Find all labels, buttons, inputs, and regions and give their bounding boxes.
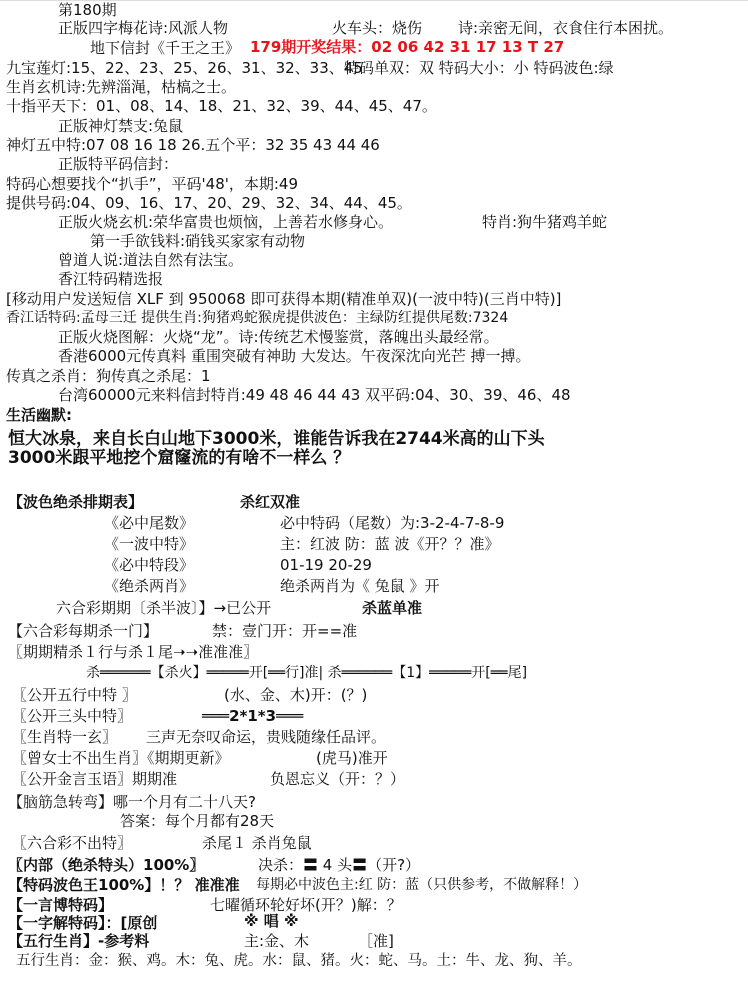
nine-lotus-lamp: 九宝莲灯:15、22、23、25、26、31、32、33、45: [6, 59, 363, 77]
lamp-five: 神灯五中特:07 08 16 18 26.五个平：32 35 43 44 46: [6, 136, 380, 154]
taiwan-envelope: 台湾60000元来料信封特肖:49 48 46 44 43 双平码:04、30、39、46、48: [58, 386, 571, 404]
five-zodiac-label: 【五行生肖】-参考料: [8, 932, 150, 950]
issue-number: 第180期: [58, 1, 117, 19]
flat-code-envelope: 正版特平码信封：: [58, 155, 179, 173]
humor-line-2: 3000米跟平地挖个窟窿流的有啥不一样么 ？: [8, 448, 351, 468]
riddle-answer: 答案：每个月都有28天: [120, 812, 275, 830]
humor-title: 生活幽默:: [6, 406, 72, 424]
five-elements-value: (水、金、木)开：(？): [224, 686, 368, 704]
ms-zeng-value: (虎马)准开: [316, 749, 388, 767]
five-zodiac-accurate: ［准]: [358, 932, 394, 950]
ms-zeng-label: 〖曾女士不出生肖〗《期期更新》: [12, 749, 230, 767]
zodiac-mystery-label: 〖生肖特一玄〗: [12, 728, 118, 746]
wave-king-value: 每期必中波色主:红 防：蓝（只供参考，不做解释！）: [256, 877, 588, 893]
three-heads-label: 〖公开三头中特〗: [12, 707, 133, 725]
xiangjiang-words: 香江话特码:孟母三迁 提供生肖:狗猪鸡蛇猴虎提供波色：主绿防红提供尾数:7324: [6, 310, 509, 326]
one-wave-label: 《一波中特》: [104, 535, 195, 553]
kill-two-value: 绝杀两肖为《 兔鼠 》开: [280, 577, 440, 595]
ten-fingers: 十指平天下：01、08、14、18、21、32、39、44、45、47。: [6, 97, 437, 115]
five-elements-label: 〖公开五行中特 〗: [12, 686, 137, 704]
lamp-taboo: 正版神灯禁支:兔鼠: [58, 117, 184, 135]
poem-text: 诗:亲密无间，衣食住行本困扰。: [458, 19, 674, 37]
first-hand: 第一手欲钱料:硝钱买家家有动物: [90, 232, 306, 250]
must-section-value: 01-19 20-29: [280, 556, 372, 574]
five-zodiac-main: 主:金、木: [244, 932, 310, 950]
no-special-label: 〖六合彩不出特〗: [12, 834, 133, 852]
one-char-label: 【一字解特码】：[原创: [8, 914, 158, 932]
fax-kill: 传真之杀肖：狗传真之杀尾：1: [6, 367, 211, 385]
plum-poem-title: 正版四字梅花诗:风派人物: [58, 19, 229, 37]
golden-words-value: 负恩忘义（开：？）: [270, 770, 406, 788]
taoist-saying: 曾道人说:道法自然有法宝。: [58, 251, 244, 269]
one-char-value: ※ 唱 ※: [244, 912, 299, 930]
provided-numbers: 提供号码:04、09、16、17、20、29、32、34、44、45。: [6, 194, 412, 212]
zodiac-mystery-value: 三声无奈叹命运，贵贱随缘任品评。: [146, 728, 387, 746]
half-wave: 六合彩期期〔杀半波〕】→已公开: [56, 599, 272, 617]
draw-result: 179期开奖结果：02 06 42 31 17 13 T 27: [250, 38, 565, 56]
underground-envelope: 地下信封《千王之王》: [90, 39, 241, 57]
five-zodiac-list: 五行生肖：金：猴、鸡。木：兔、虎。水：鼠、猪。火：蛇、马。土：牛、龙、狗、羊。: [16, 953, 582, 969]
inner-kill-value: 决杀：〓 4 头〓（开?）: [258, 856, 421, 874]
kill-red: 杀红双准: [240, 493, 301, 511]
kill-row-tail: 〖期期精杀１行与杀１尾➝➝准准准〗: [8, 643, 259, 661]
special-zodiac: 特肖:狗牛猪鸡羊蛇: [482, 213, 608, 231]
hk-fax: 香港6000元传真料 重围突破有神助 大发达。午夜深沈向光芒 搏一搏。: [58, 347, 531, 365]
kill-one-door: 【六合彩每期杀一门】: [8, 622, 159, 640]
wave-king-label: 【特码波色王100%】！？ 准准准: [8, 876, 240, 894]
kill-one-door-value: 禁：壹门开：开==准: [212, 622, 358, 640]
humor-line-1: 恒大冰泉，来自长白山地下3000米，谁能告诉我在2744米高的山下头: [8, 429, 545, 449]
special-parity: 特码单双：双 特码大小：小 特码波色:绿: [344, 59, 614, 77]
must-tail-value: 必中特码（尾数）为:3-2-4-7-8-9: [280, 514, 505, 532]
fire-mystery: 正版火烧玄机:荣华富贵也烦恼，上善若水修身心。: [58, 213, 394, 231]
no-special-value: 杀尾１ 杀肖兔鼠: [202, 834, 312, 852]
kill-two-label: 《绝杀两肖》: [104, 577, 195, 595]
riddle-question: 【脑筋急转弯】哪一个月有二十八天?: [8, 793, 256, 811]
kill-fire-line: 杀══════【杀火】═════开[══行]准| 杀══════【1】═════开[══尾]: [86, 665, 528, 681]
one-word-label: 【一言博特码】: [8, 896, 114, 914]
one-word-value: 七曜循环轮好坏(开？)解：？: [210, 896, 402, 914]
sms-promo: [移动用户发送短信 XLF 到 950068 即可获得本期(精准单双)(一波中特)(三肖中特)]: [6, 290, 562, 308]
kill-blue: 杀蓝单准: [362, 599, 423, 617]
three-heads-value: ═══2*1*3═══: [202, 707, 304, 725]
must-section-label: 《必中特段》: [104, 556, 195, 574]
one-wave-value: 主：红波 防：蓝 波《开？？准》: [280, 535, 500, 553]
fire-diagram: 正版火烧图解：火烧“龙”。诗:传统艺术慢鉴赏，落魄出头最经常。: [58, 328, 499, 346]
must-tail-label: 《必中尾数》: [104, 514, 195, 532]
pickpocket-line: 特码心想要找个“扒手”，平码'48'，本期:49: [6, 175, 299, 193]
xiangjiang-report: 香江特码精选报: [58, 270, 164, 288]
wave-table-title: 【波色绝杀排期表】: [8, 493, 144, 511]
train-head: 火车头：烧伤: [332, 19, 423, 37]
golden-words-label: 〖公开金言玉语〗期期准: [12, 770, 178, 788]
inner-kill-label: 〖内部（绝杀特头）100%〗: [8, 856, 205, 874]
zodiac-riddle: 生肖玄机诗:先辨淄渑，枯槁之士。: [6, 78, 237, 96]
